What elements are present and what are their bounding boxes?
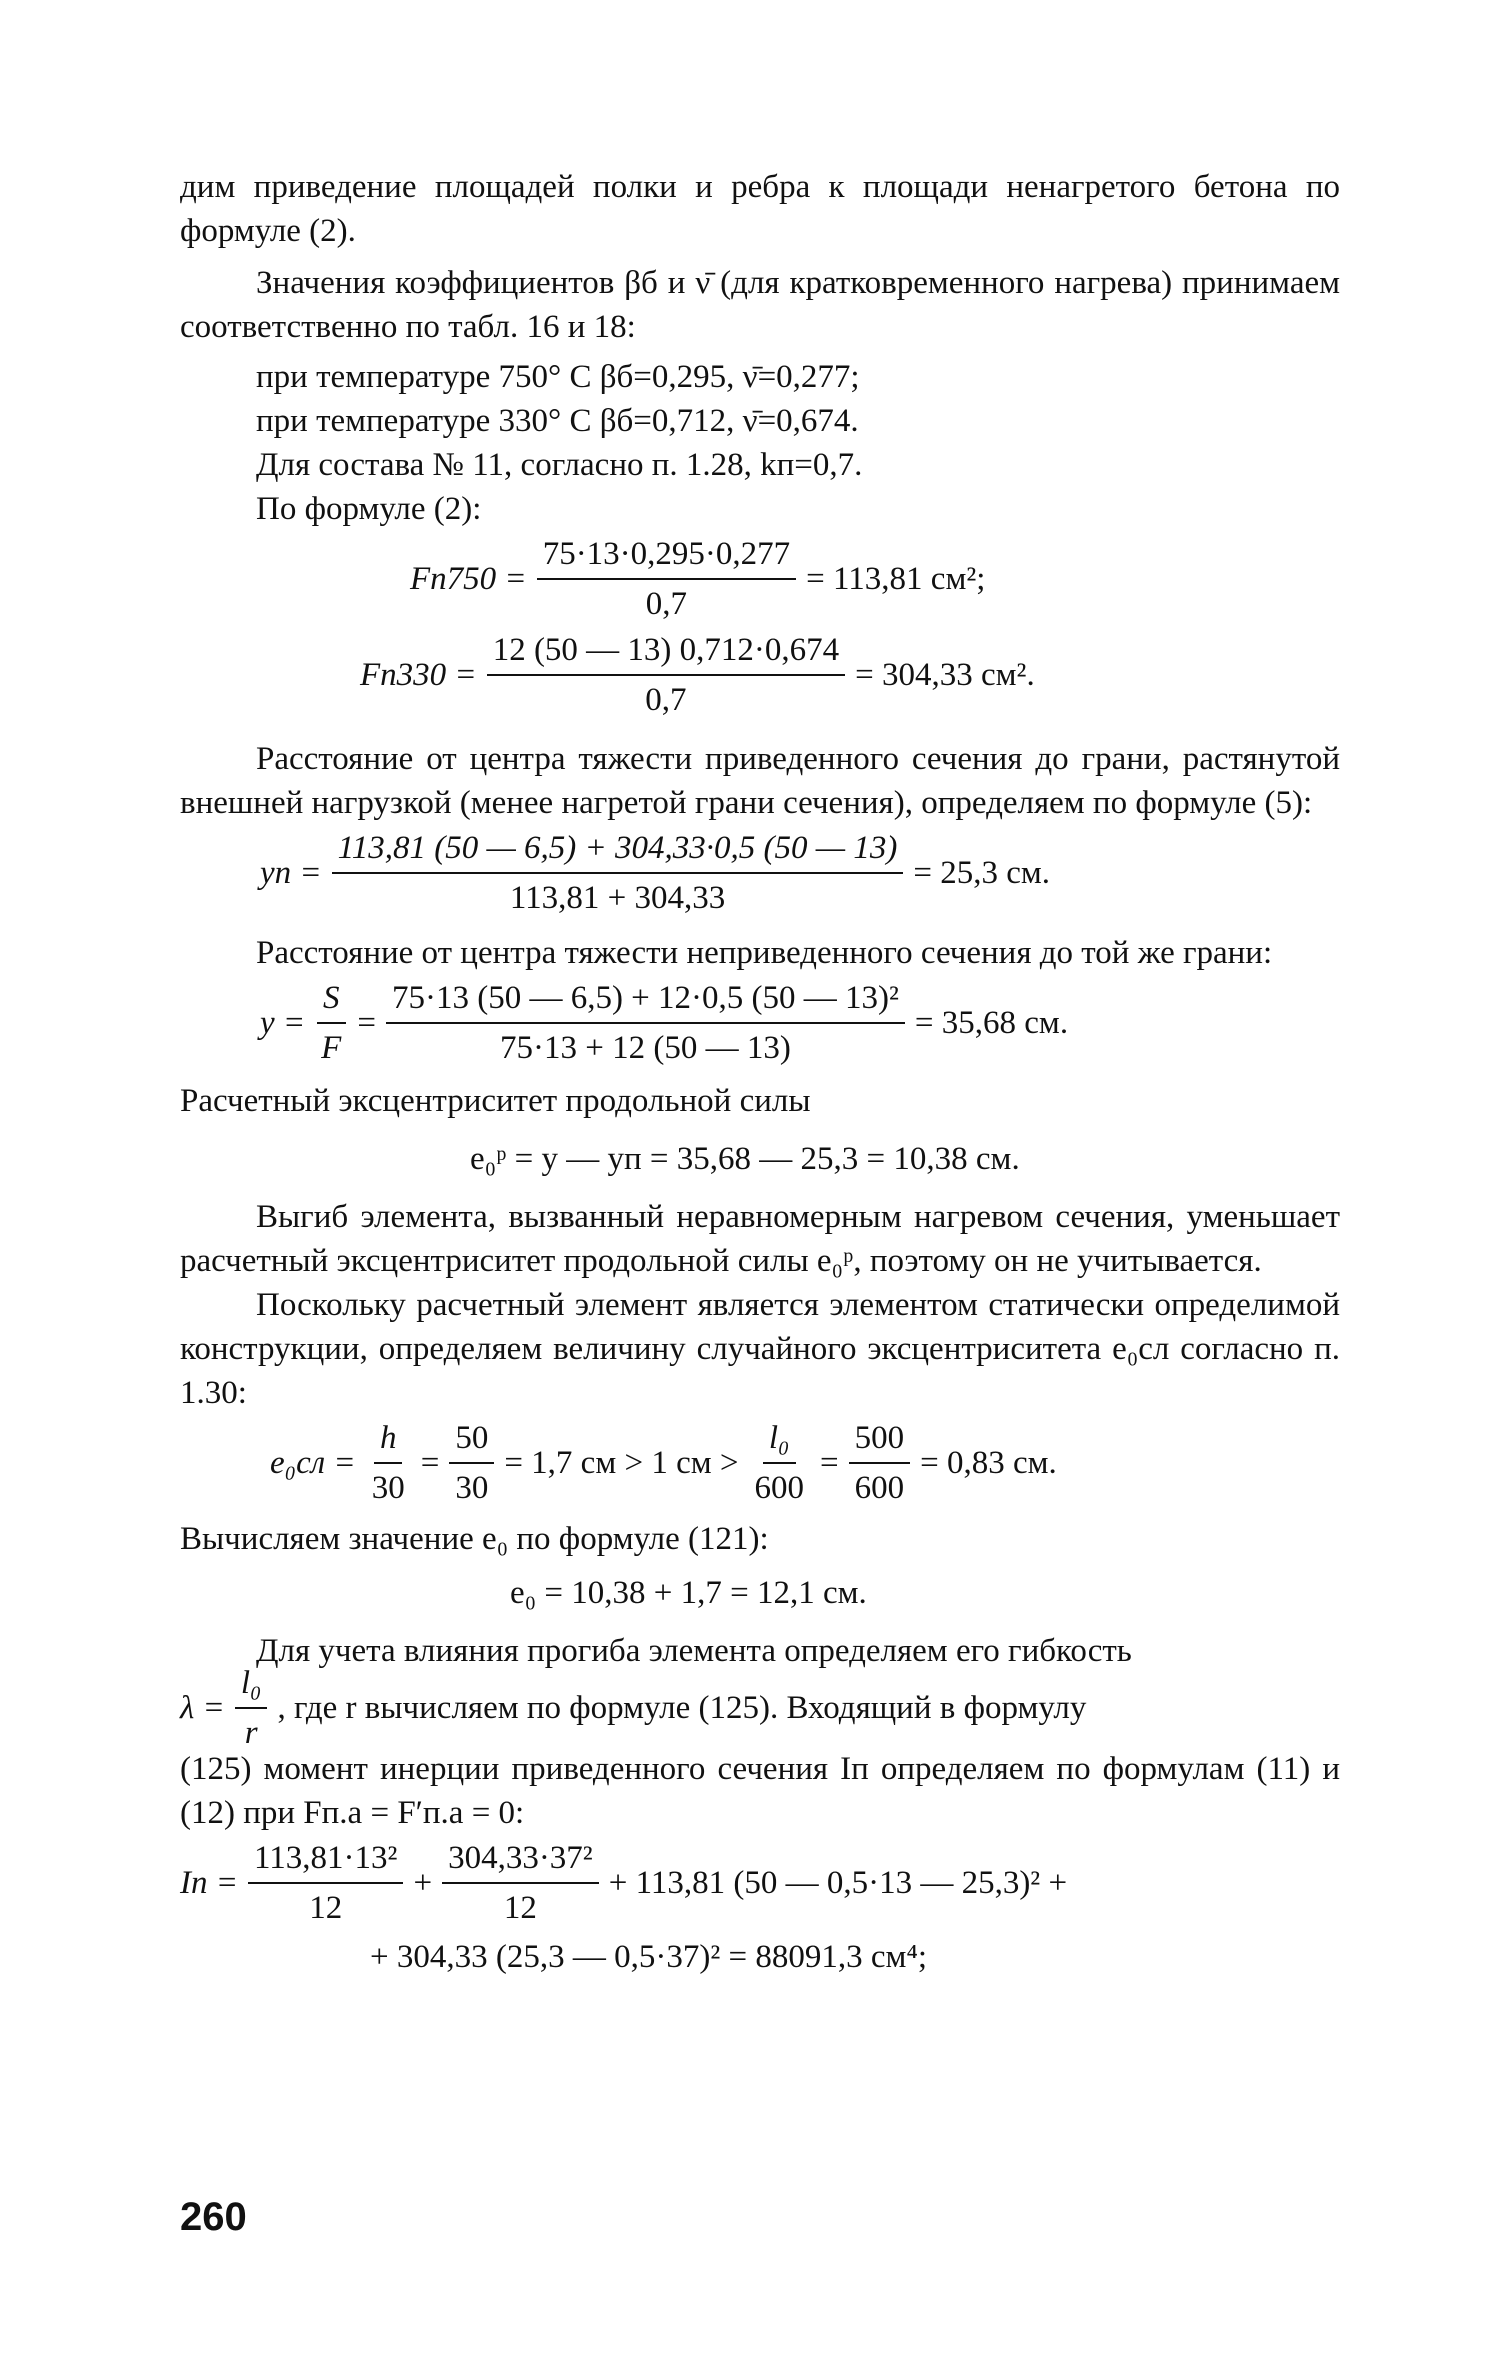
eq6-lhs: e₀сл = bbox=[270, 1445, 356, 1481]
eq8-rest: + 113,81 (50 — 0,5·13 — 25,3)² + bbox=[608, 1865, 1068, 1901]
eq3-rhs: = 25,3 см. bbox=[913, 855, 1051, 891]
eq6-500: 500 bbox=[849, 1418, 911, 1464]
eq6-50: 50 bbox=[449, 1418, 494, 1464]
lambda-text: , где r вычисляем по формуле (125). Входящий в формулу bbox=[277, 1690, 1087, 1726]
paragraph-8: Вычисляем значение e₀ по формуле (121): bbox=[180, 1521, 769, 1557]
equation-e0: e₀ = 10,38 + 1,7 = 12,1 см. bbox=[510, 1575, 867, 1611]
eq8-fraction-1 bbox=[248, 1838, 403, 1928]
eq2-numerator: 12 (50 — 13) 0,712·0,674 bbox=[487, 630, 845, 676]
eq2-denominator: 0,7 bbox=[645, 682, 687, 718]
eq4-lhs: y = bbox=[260, 1005, 306, 1041]
eq4-fraction bbox=[386, 978, 905, 1068]
eq6-fraction-l0 bbox=[748, 1418, 810, 1508]
eq6-rhs: = 0,83 см. bbox=[920, 1445, 1057, 1481]
eq6-l0: l₀ bbox=[763, 1418, 796, 1464]
eq4-rhs: = 35,68 см. bbox=[914, 1005, 1069, 1041]
equation-ip-cont: + 304,33 (25,3 — 0,5·37)² = 88091,3 см⁴; bbox=[370, 1939, 928, 1975]
page-number: 260 bbox=[180, 2195, 247, 2239]
eq6-600a: 600 bbox=[754, 1470, 804, 1506]
eq3-lhs: yп = bbox=[260, 855, 322, 891]
eq1-denominator: 0,7 bbox=[645, 586, 688, 622]
eq6-h: h bbox=[374, 1418, 403, 1464]
eq6-equals-1: = bbox=[420, 1445, 440, 1481]
equation-e0sl bbox=[180, 1415, 1340, 1511]
eq6-middle: = 1,7 см > 1 см > bbox=[504, 1445, 739, 1481]
eq6-equals-2: = bbox=[819, 1445, 839, 1481]
paragraph-4: Расстояние от центра тяжести неприведенного сечения до той же грани: bbox=[256, 935, 1273, 971]
eq6-fraction-500 bbox=[849, 1418, 911, 1508]
eq4-denominator: 75·13 + 12 (50 — 13) bbox=[500, 1030, 791, 1066]
eq8-den-2: 12 bbox=[503, 1890, 537, 1926]
eq8-num-1: 113,81·13² bbox=[248, 1838, 403, 1884]
page-text bbox=[180, 165, 1340, 1979]
eq4-f: F bbox=[321, 1030, 342, 1066]
eq4-numerator: 75·13 (50 — 6,5) + 12·0,5 (50 — 13)² bbox=[386, 978, 905, 1024]
eq2-lhs: Fп330 = bbox=[360, 657, 477, 693]
equation-yp bbox=[180, 825, 1340, 921]
eq6-fraction-h bbox=[366, 1418, 411, 1508]
eq6-600b: 600 bbox=[854, 1470, 905, 1506]
eq1-rhs: = 113,81 см²; bbox=[806, 561, 986, 597]
paragraph-9: Для учета влияния прогиба элемента определяем его гибкость bbox=[256, 1633, 1132, 1669]
eq8-lhs: Iп = bbox=[180, 1865, 239, 1901]
paragraph-5: Расчетный эксцентриситет продольной силы bbox=[180, 1083, 811, 1119]
eq3-denominator: 113,81 + 304,33 bbox=[509, 880, 726, 916]
equation-y bbox=[180, 975, 1340, 1071]
lambda-lhs: λ = bbox=[180, 1690, 225, 1726]
eq4-fraction-sf bbox=[315, 978, 347, 1068]
eq6-fraction-50 bbox=[449, 1418, 494, 1508]
eq6-30a: 30 bbox=[371, 1470, 405, 1506]
eq3-fraction bbox=[332, 828, 904, 918]
eq1-fraction bbox=[537, 534, 796, 624]
eq8-den-1: 12 bbox=[309, 1890, 343, 1926]
eq8-plus: + bbox=[413, 1865, 433, 1901]
line-temp-330: при температуре 330° С βб=0,712, ν̄=0,674. bbox=[256, 403, 859, 439]
line-formula-2: По формуле (2): bbox=[256, 491, 482, 527]
line-composition: Для состава № 11, согласно п. 1.28, kп=0,7. bbox=[256, 447, 863, 483]
equation-fp750 bbox=[180, 531, 1340, 627]
eq1-lhs: Fп750 = bbox=[410, 561, 527, 597]
eq8-fraction-2 bbox=[442, 1838, 599, 1928]
equation-fp330 bbox=[180, 627, 1340, 723]
eq8-num-2: 304,33·37² bbox=[442, 1838, 599, 1884]
lambda-r: r bbox=[244, 1715, 258, 1751]
lambda-fraction bbox=[235, 1663, 268, 1753]
paragraph-7: Поскольку расчетный элемент является элементом статически определимой конструкции, определяем величину случайного эксцентриситета e₀сл согласно п. 1.30: bbox=[180, 1287, 1340, 1411]
paragraph-3: Расстояние от центра тяжести приведенного сечения до грани, растянутой внешней нагрузкой (менее нагретой грани сечения), определяем по формуле (5): bbox=[180, 741, 1340, 821]
eq4-equals: = bbox=[357, 1005, 376, 1041]
lambda-line bbox=[180, 1665, 1340, 1751]
eq1-numerator: 75·13·0,295·0,277 bbox=[537, 534, 796, 580]
paragraph-1: дим приведение площадей полки и ребра к площади ненагретого бетона по формуле (2). bbox=[180, 169, 1340, 249]
paragraph-6: Выгиб элемента, вызванный неравномерным нагревом сечения, уменьшает расчетный эксцентриситет продольной силы e₀ᵖ, поэтому он не учитывается. bbox=[180, 1199, 1340, 1279]
paragraph-2: Значения коэффициентов βб и ν̄ (для кратковременного нагрева) принимаем соответственно по табл. 16 и 18: bbox=[180, 265, 1340, 345]
eq2-fraction bbox=[487, 630, 845, 720]
line-temp-750: при температуре 750° С βб=0,295, ν̄=0,277; bbox=[256, 359, 860, 395]
eq6-30b: 30 bbox=[455, 1470, 489, 1506]
eq2-rhs: = 304,33 см². bbox=[855, 657, 1035, 693]
paragraph-10: (125) момент инерции приведенного сечения Iп определяем по формулам (11) и (12) при Fп.а = F′п.а = 0: bbox=[180, 1751, 1340, 1831]
equation-e0p: e₀ᵖ = y — yп = 35,68 — 25,3 = 10,38 см. bbox=[470, 1141, 1020, 1177]
equation-ip bbox=[180, 1835, 1340, 1931]
eq4-s: S bbox=[317, 978, 346, 1024]
lambda-l0: l₀ bbox=[235, 1663, 268, 1709]
eq3-numerator: 113,81 (50 — 6,5) + 304,33·0,5 (50 — 13) bbox=[332, 828, 904, 874]
